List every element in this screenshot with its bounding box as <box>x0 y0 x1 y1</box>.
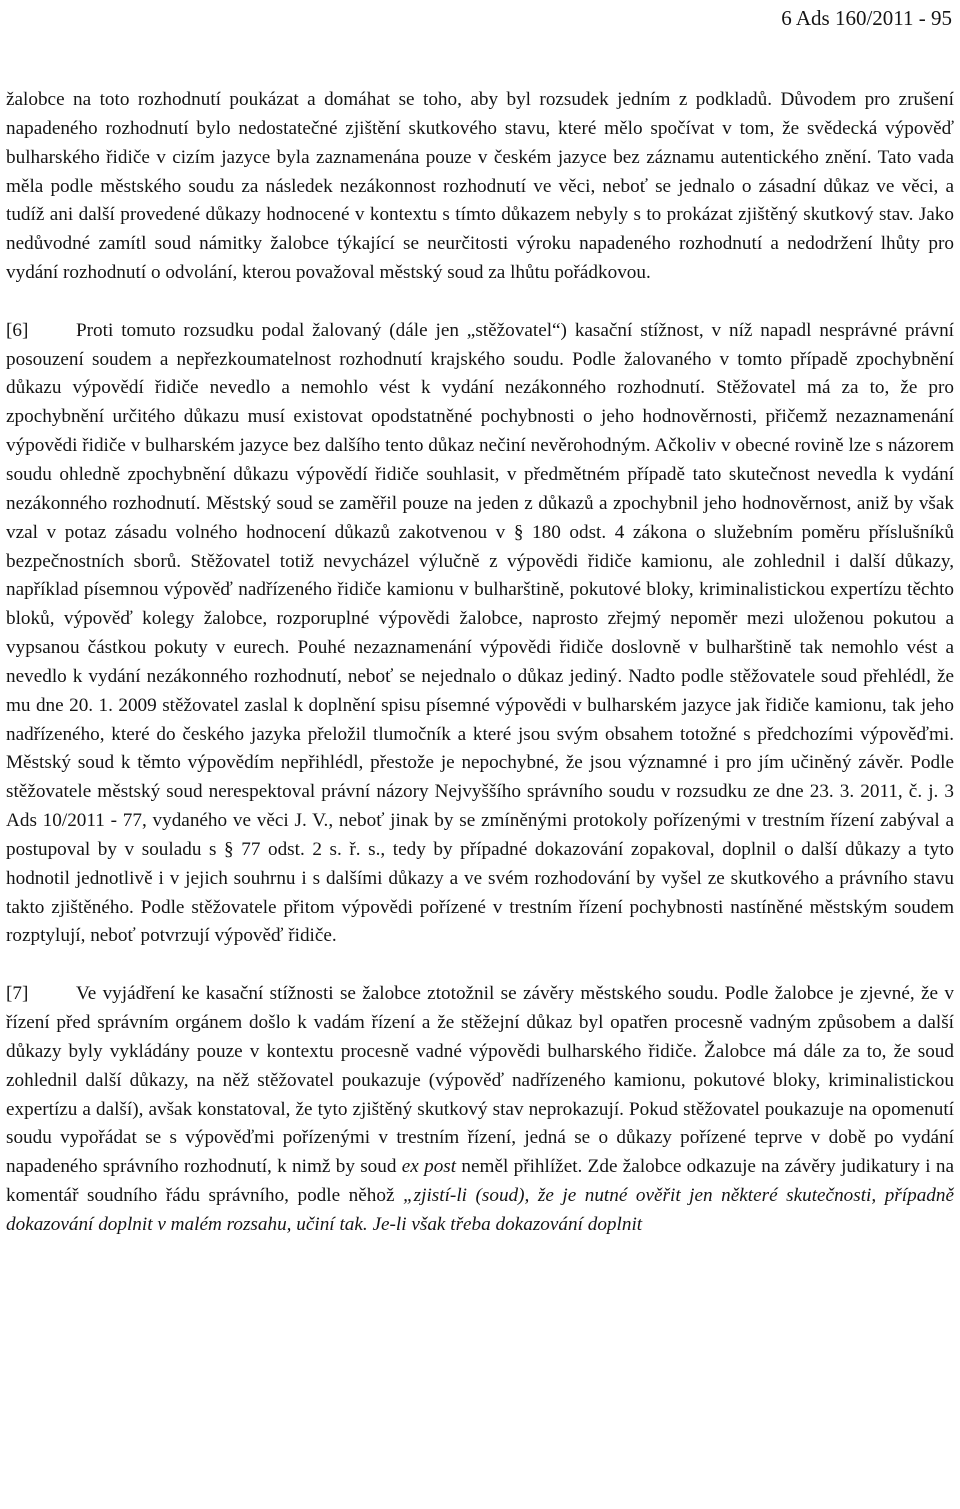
paragraph-6 <box>6 317 954 952</box>
paragraph-number: [7] <box>6 983 29 1005</box>
italic-term: ex post <box>401 1156 457 1178</box>
paragraph-text: Proti tomuto rozsudku podal žalovaný (dále jen „stěžovatel“) kasační stížnost, v níž napadl nesprávné právní posouzení soudem a nepřezkoumatelnost rozhodnutí krajského soudu. Podle žalovaného v tomto případě zpochybnění důkazu výpovědí řidiče nevedlo a nemohlo vést k vydání nezákonného rozhodnutí. Stěžovatel má za to, že pro zpochybnění určitého důkazu musí existovat opodstatněné pochybnosti o jeho hodnověrnosti, přičemž nezaznamenání výpovědi řidiče v bulharském jazyce bez dalšího tento důkaz nečiní nevěrohodným. Ačkoliv v obecné rovině lze s názorem soudu ohledně zpochybnění důkazu výpovědí řidiče souhlasit, v předmětném případě tato skutečnost nevedla k vydání nezákonného rozhodnutí. Městský soud se zaměřil pouze na jeden z důkazů a zpochybnil jeho hodnověrnost, aniž by však vzal v potaz zásadu volného hodnocení důkazů zakotvenou v § 180 odst. 4 zákona o služebním poměru příslušníků bezpečnostních sborů. Stěžovatel totiž nevycházel výlučně z výpovědi řidiče kamionu, ale zohlednil i další důkazy, například písemnou výpověď nadřízeného řidiče kamionu v bulharštině, pokutové bloky, kriminalistickou expertízu těchto bloků, výpověď kolegy žalobce, rozporuplné výpovědi žalobce, naprosto zřejmý nepoměr mezi uloženou pokutou a vypsanou částkou pokuty v eurech. Pouhé nezaznamenání výpovědi řidiče doslovně v bulharštině tak nemohlo vést a nevedlo k vydání nezákonného rozhodnutí, neboť se nejednalo o důkaz jediný. Nadto podle stěžovatele soud přehlédl, že mu dne 20. 1. 2009 stěžovatel zaslal k doplnění spisu písemné výpovědi v bulharském jazyce jak řidiče kamionu, tak jeho nadřízeného, které do českého jazyka přeložil tlumočník a které jsou svým obsahem totožné s předchozími výpověďmi. Městský soud k těmto výpovědím nepřihlédl, přestože je nepochybné, že jsou významné i pro jím učiněný závěr. Podle stěžovatele městský soud nerespektoval právní názory Nejvyššího správního soudu v rozsudku ze dne 23. 3. 2011, č. j. 3 Ads 10/2011 - 77, vydaného ve věci J. V., neboť jinak by se zmíněnými protokoly pořízenými v trestním řízení zabýval a postupoval by v souladu s § 77 odst. 2 s. ř. s., tedy by případné dokazování zopakoval, doplnil o další důkazy a tyto hodnotil jednotlivě i v jejich souhrnu i s dalšími důkazy a ve svém rozhodování by vyšel ze skutkového a právního stavu takto zjištěného. Podle stěžovatele přitom výpovědi pořízené v trestním řízení pochybnosti nastíněné městským soudem rozptylují, neboť potvrzují výpověď řidiče. <box>6 319 954 947</box>
document-body <box>6 86 954 1240</box>
paragraph-number: [6] <box>6 319 29 341</box>
paragraph-text: neměl přihlížet. Zde žalobce odkazuje na závěry judikatury i na komentář soudního řádu správního, podle něhož <box>6 1156 955 1207</box>
paragraph-7 <box>6 980 954 1240</box>
page-reference: 6 Ads 160/2011 - 95 <box>781 6 952 30</box>
paragraph-text: žalobce na toto rozhodnutí poukázat a domáhat se toho, aby byl rozsudek jedním z podkladů. Důvodem pro zrušení napadeného rozhodnutí bylo nedostatečné zjištění skutkového stavu, které mělo spočívat v tom, že svědecká výpověď bulharského řidiče v cizím jazyce byla zaznamenána pouze v českém jazyce bez záznamu autentického znění. Tato vada měla podle městského soudu za následek nezákonnost rozhodnutí ve věci, neboť se jednalo o zásadní důkaz ve věci, a tudíž ani další provedené důkazy hodnocené v kontextu s tímto důkazem nebyly s to prokázat zjištěný skutkový stav. Jako nedůvodné zamítl soud námitky žalobce týkající se neurčitosti výroku napadeného rozhodnutí a nedodržení lhůty pro vydání rozhodnutí o odvolání, kterou považoval městský soud za lhůtu pořádkovou. <box>6 89 954 284</box>
italic-quotation: „zjistí-li (soud), že je nutné ověřit jen některé skutečnosti, případně dokazování doplnit v malém rozsahu, učiní tak. Je-li však třeba dokazování doplnit <box>6 1185 954 1235</box>
paragraph-5-continuation <box>6 86 954 288</box>
paragraph-text: Ve vyjádření ke kasační stížnosti se žalobce ztotožnil se závěry městského soudu. Podle žalobce je zjevné, že v řízení před správním orgánem došlo k vadám řízení a že stěžejní důkaz byl opatřen procesně vadným způsobem a další důkazy byly vykládány pouze v kontextu procesně vadné výpovědi bulharského řidiče. Žalobce má dále za to, že soud zohlednil další důkazy, na něž stěžovatel poukazuje (výpověď nadřízeného kamionu, pokutové bloky, kriminalistickou expertízu a další), avšak konstatoval, že tyto zjištěný skutkový stav neprokazují. Pokud stěžovatel poukazuje na opomenutí soudu vypořádat se s výpověďmi pořízenými v trestním řízení, jedná se o důkazy pořízené teprve v době po vydání napadeného správního rozhodnutí, k nimž by soud <box>6 983 954 1178</box>
